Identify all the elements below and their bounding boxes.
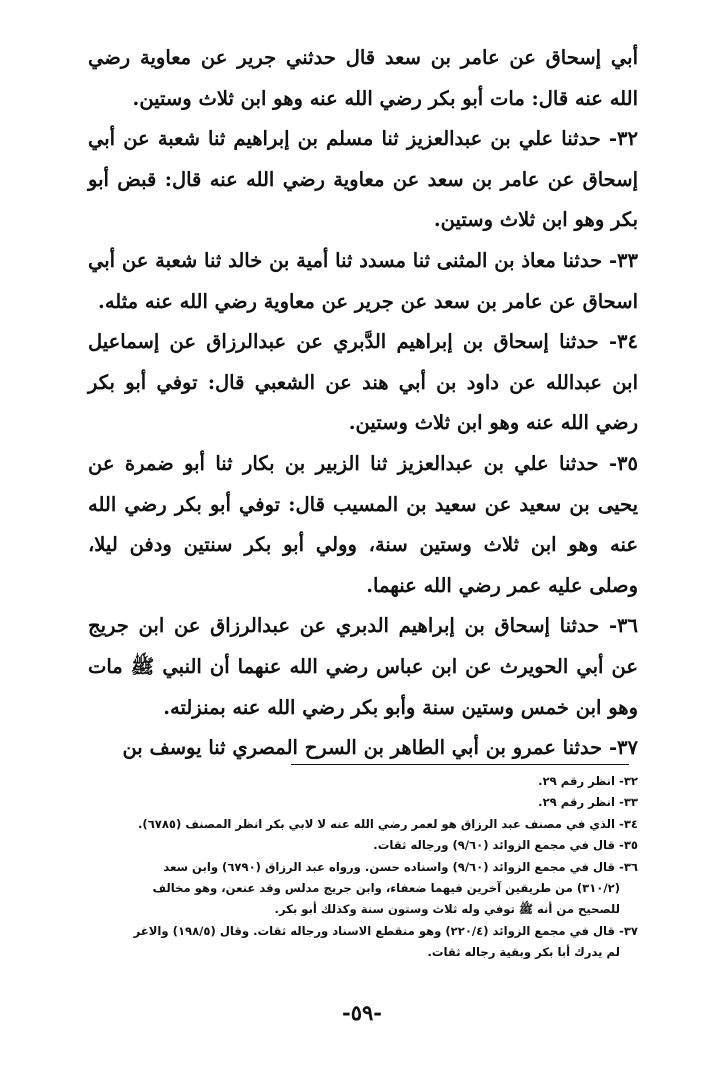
paragraph-continuation: أبي إسحاق عن عامر بن سعد قال حدثني جرير عن معاوية رضي الله عنه قال: مات أبو بكر رضي الله عنه وهو ابن ثلاث وستين.	[88, 46, 638, 110]
page-number: -٥٩-	[342, 1000, 382, 1025]
footnote-34: ٣٤- الذي في مصنف عبد الرزاق هو لعمر رضي الله عنه لا لابي بكر انظر المصنف (٦٧٨٥).	[137, 816, 638, 831]
hadith-37: ٣٧- حدثنا عمرو بن أبي الطاهر بن السرح المصري ثنا يوسف بن	[122, 736, 638, 760]
footnote-37-line-2: لم يدرك أبا بكر وبقية رجاله ثقات.	[427, 945, 620, 960]
hadith-32: ٣٢- حدثنا علي بن عبدالعزيز ثنا مسلم بن إبراهيم ثنا شعبة عن أبي إسحاق عن عامر بن سعد عن معاوية رضي الله عنه قال: قبض أبو بكر وهو ابن ثلاث وستين.	[88, 127, 638, 232]
hadith-33: ٣٣- حدثنا معاذ بن المثنى ثنا مسدد ثنا أمية بن خالد ثنا شعبة عن أبي اسحاق عن عامر بن سعد عن جرير عن معاوية رضي الله عنه مثله.	[88, 248, 638, 313]
footnote-35: ٣٥- قال في مجمع الزوائد (٩/٦٠) ورجاله ثقات.	[373, 838, 638, 853]
footnote-36-line-2: (٣١٠/٢) من طريقين آخرين فيهما ضعفاء، وابن جريج مدلس وقد عنعن، وهو مخالف	[152, 881, 620, 896]
footnote-32: ٣٢- انظر رقم ٢٩.	[538, 774, 638, 788]
footnote-33: ٣٣- انظر رقم ٢٩.	[538, 795, 638, 810]
main-text	[88, 38, 638, 769]
hadith-34: ٣٤- حدثنا إسحاق بن إبراهيم الدَّبري عن عبدالرزاق عن إسماعيل ابن عبدالله عن داود بن أبي هند عن الشعبي قال: توفي أبو بكر رضي الله عنه وهو ابن ثلاث وستين.	[88, 330, 638, 435]
footnote-separator	[291, 764, 629, 765]
footnote-36: ٣٦- قال في مجمع الزوائد (٩/٦٠) واسناده حسن. ورواه عبد الرزاق (٦٧٩٠) وابن سعد	[163, 859, 638, 874]
footnote-36-line-3: للصحيح من أنه ﷺ توفي وله ثلاث وستون سنة وكذلك أبو بكر.	[274, 902, 620, 917]
hadith-36: ٣٦- حدثنا إسحاق بن إبراهيم الدبري عن عبدالرزاق عن ابن جريج عن أبي الحويرث عن ابن عباس رضي الله عنهما أن النبي ﷺ مات وهو ابن خمس وستين سنة وأبو بكر رضي الله عنه بمنزلته.	[88, 614, 638, 719]
footnotes	[88, 771, 638, 964]
hadith-35: ٣٥- حدثنا علي بن عبدالعزيز ثنا الزبير بن بكار ثنا أبو ضمرة عن يحيى بن سعيد عن سعيد بن المسيب قال: توفي أبو بكر رضي الله عنه وهو ابن ثلاث وستين سنة، وولي أبو بكر سنتين ودفن ليلا، وصلى عليه عمر رضي الله عنهما.	[88, 451, 638, 597]
footnote-37: ٣٧- قال في مجمع الزوائد (٢٢٠/٤) وهو منقطع الاسناد ورجاله ثقات. وقال (١٩٨/٥) والاغر	[133, 923, 638, 938]
